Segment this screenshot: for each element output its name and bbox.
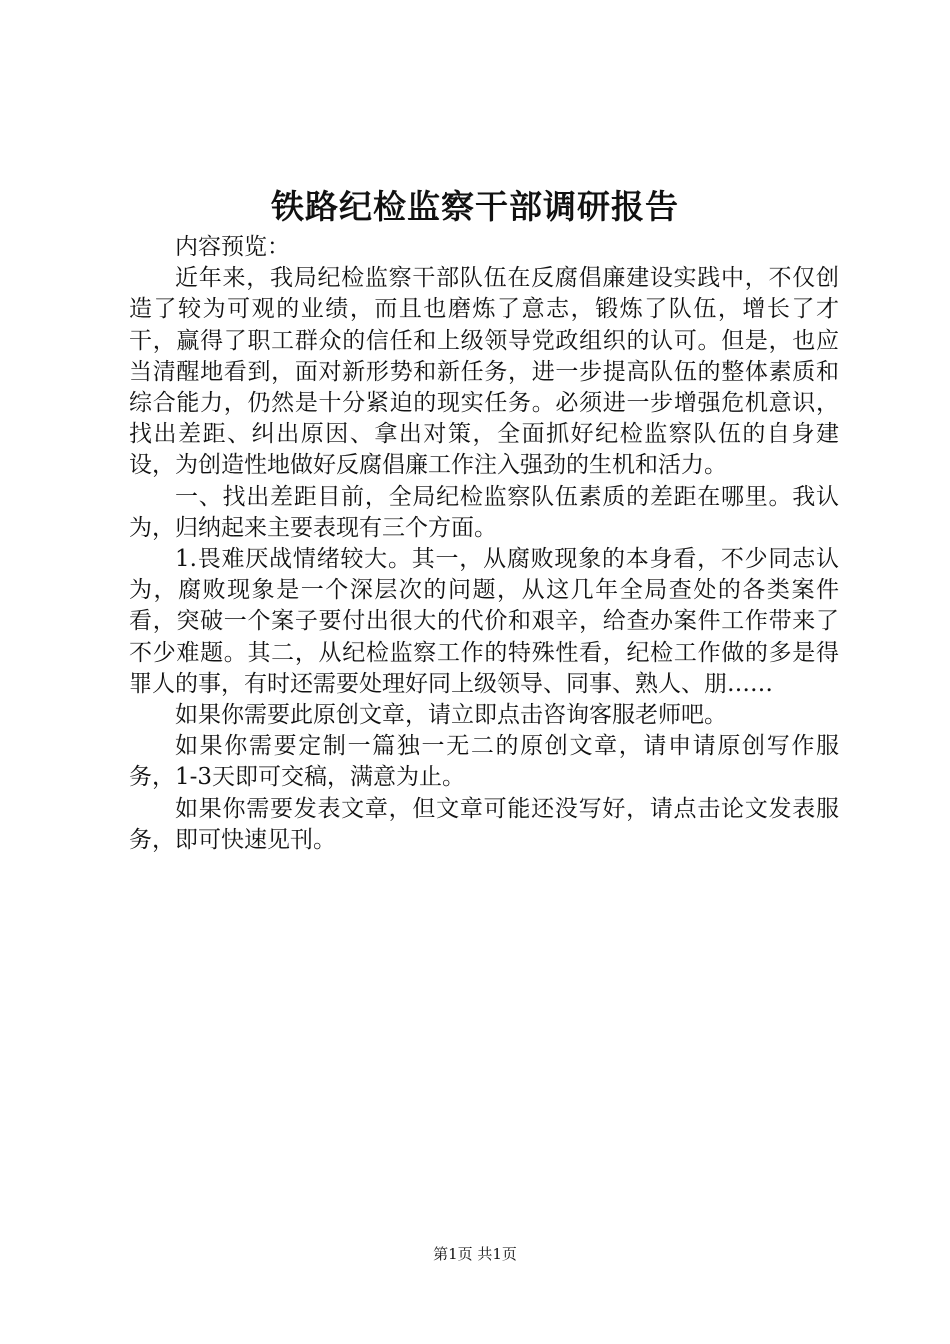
paragraph-section-one: 一、找出差距目前，全局纪检监察队伍素质的差距在哪里。我认为，归纳起来主要表现有三个方面。 bbox=[129, 483, 839, 541]
paragraph-publishing-promo: 如果你需要发表文章，但文章可能还没写好，请点击论文发表服务，即可快速见刊。 bbox=[129, 795, 839, 853]
page-footer: 第1页 共1页 bbox=[433, 1245, 517, 1263]
document-title: 铁路纪检监察干部调研报告 bbox=[271, 187, 679, 226]
paragraph-consult-promo: 如果你需要此原创文章，请立即点击咨询客服老师吧。 bbox=[175, 702, 727, 729]
paragraph-point-one: 1.畏难厌战情绪较大。其一，从腐败现象的本身看，不少同志认为，腐败现象是一个深层次的问题，从这几年全局查处的各类案件看，突破一个案子要付出很大的代价和艰辛，给查办案件工作带来了不少难题。其二，从纪检监察工作的特殊性看，纪检工作做的多是得罪人的事，有时还需要处理好同上级领导、同事、熟人、朋…… bbox=[129, 546, 839, 697]
document-body bbox=[129, 232, 839, 856]
preview-label: 内容预览： bbox=[175, 234, 290, 260]
paragraph-custom-writing-promo: 如果你需要定制一篇独一无二的原创文章，请申请原创写作服务，1-3天即可交稿，满意为止。 bbox=[129, 733, 839, 791]
paragraph-intro: 近年来，我局纪检监察干部队伍在反腐倡廉建设实践中，不仅创造了较为可观的业绩，而且也磨炼了意志，锻炼了队伍，增长了才干，赢得了职工群众的信任和上级领导党政组织的认可。但是，也应当清醒地看到，面对新形势和新任务，进一步提高队伍的整体素质和综合能力，仍然是十分紧迫的现实任务。必须进一步增强危机意识，找出差距、纠出原因、拿出对策，全面抓好纪检监察队伍的自身建设，为创造性地做好反腐倡廉工作注入强劲的生机和活力。 bbox=[129, 265, 839, 479]
